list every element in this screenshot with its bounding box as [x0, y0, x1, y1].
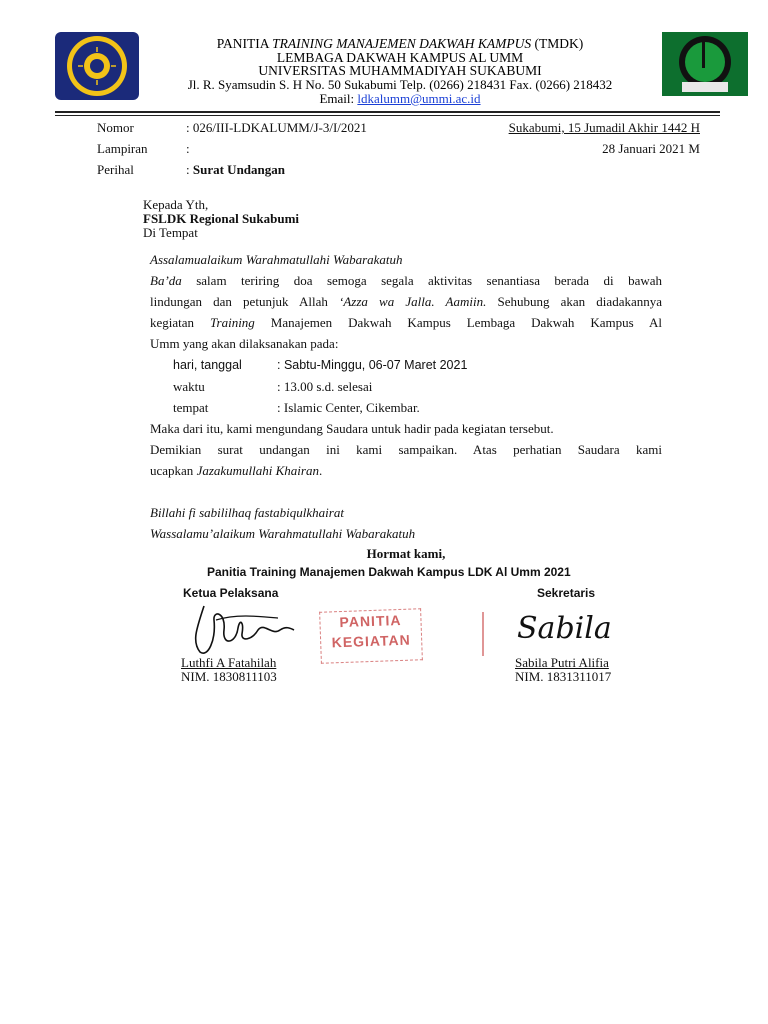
- left-nim: NIM. 1830811103: [181, 669, 277, 684]
- paragraph-2: Maka dari itu, kami mengundang Saudara untuk hadir pada kegiatan tersebut.: [150, 421, 554, 436]
- ldk-logo: [662, 32, 748, 96]
- right-role: Sekretaris: [537, 586, 596, 600]
- opening-salam: Assalamualaikum Warahmatullahi Wabarakatuh: [150, 252, 403, 267]
- lampiran-label: Lampiran: [97, 141, 148, 156]
- paragraph-1-line-3: kegiatan Training Manajemen Dakwah Kampus Lembaga Dakwah Kampus Al: [150, 315, 662, 330]
- paragraph-3-line-2: ucapkan Jazakumullahi Khairan.: [150, 463, 323, 478]
- detail-label-place: tempat: [173, 400, 209, 415]
- lampiran-value: :: [186, 141, 190, 156]
- detail-label-date: hari, tanggal: [173, 358, 242, 372]
- date-masehi: 28 Januari 2021 M: [602, 141, 700, 156]
- header-email: Email: ldkalumm@ummi.ac.id: [319, 91, 481, 106]
- recipient-greeting: Kepada Yth,: [143, 197, 209, 212]
- header-divider-thin: [55, 115, 720, 116]
- nomor-label: Nomor: [97, 120, 134, 135]
- left-signature: [186, 600, 296, 658]
- paragraph-3-line-1: Demikian surat undangan ini kami sampaikan. Atas perhatian Saudara kami: [150, 442, 662, 457]
- signoff-hormat: Hormat kami,: [366, 546, 446, 561]
- signoff-committee: Panitia Training Manajemen Dakwah Kampus LDK Al Umm 2021: [207, 565, 571, 579]
- perihal-label: Perihal: [97, 162, 134, 177]
- perihal-value: : Surat Undangan: [186, 162, 285, 177]
- header-organization: LEMBAGA DAKWAH KAMPUS AL UMM: [276, 50, 524, 65]
- header-university: UNIVERSITAS MUHAMMADIYAH SUKABUMI: [258, 63, 542, 78]
- stamp-mark: [482, 612, 484, 656]
- detail-label-time: waktu: [173, 379, 205, 394]
- nomor-value: : 026/III-LDKALUMM/J-3/I/2021: [186, 120, 367, 135]
- right-name: Sabila Putri Alifia: [515, 655, 609, 670]
- paragraph-1-line-4: Umm yang akan dilaksanakan pada:: [150, 336, 339, 351]
- recipient-name: FSLDK Regional Sukabumi: [143, 211, 300, 226]
- committee-stamp: PANITIA KEGIATAN: [319, 608, 423, 664]
- paragraph-1-line-2: lindungan dan petunjuk Allah ‘Azza wa Jalla. Aamiin. Sehubung akan diadakannya: [150, 294, 663, 309]
- left-role: Ketua Pelaksana: [183, 586, 279, 600]
- header-divider-thick: [55, 111, 720, 113]
- closing-motto: Billahi fi sabililhaq fastabiqulkhairat: [150, 505, 344, 520]
- recipient-place: Di Tempat: [143, 225, 198, 240]
- svg-text:Sabila: Sabila: [517, 611, 612, 646]
- detail-value-date: : Sabtu-Minggu, 06-07 Maret 2021: [277, 358, 468, 372]
- university-logo: [55, 32, 139, 100]
- date-hijri: Sukabumi, 15 Jumadil Akhir 1442 H: [508, 120, 700, 135]
- right-signature: [515, 608, 635, 648]
- left-name: Luthfi A Fatahilah: [181, 655, 277, 670]
- closing-salam: Wassalamu’alaikum Warahmatullahi Wabarakatuh: [150, 526, 416, 541]
- paragraph-1-line-1: Ba’da salam teriring doa semoga segala aktivitas senantiasa berada di bawah: [150, 273, 662, 288]
- detail-value-time: : 13.00 s.d. selesai: [277, 379, 373, 394]
- header-address: Jl. R. Syamsudin S. H No. 50 Sukabumi Telp. (0266) 218431 Fax. (0266) 218432: [187, 77, 613, 92]
- right-nim: NIM. 1831311017: [515, 669, 612, 684]
- header-committee-line: PANITIA TRAINING MANAJEMEN DAKWAH KAMPUS (TMDK): [216, 36, 584, 51]
- email-link[interactable]: ldkalumm@ummi.ac.id: [357, 91, 481, 106]
- detail-value-place: : Islamic Center, Cikembar.: [277, 400, 420, 415]
